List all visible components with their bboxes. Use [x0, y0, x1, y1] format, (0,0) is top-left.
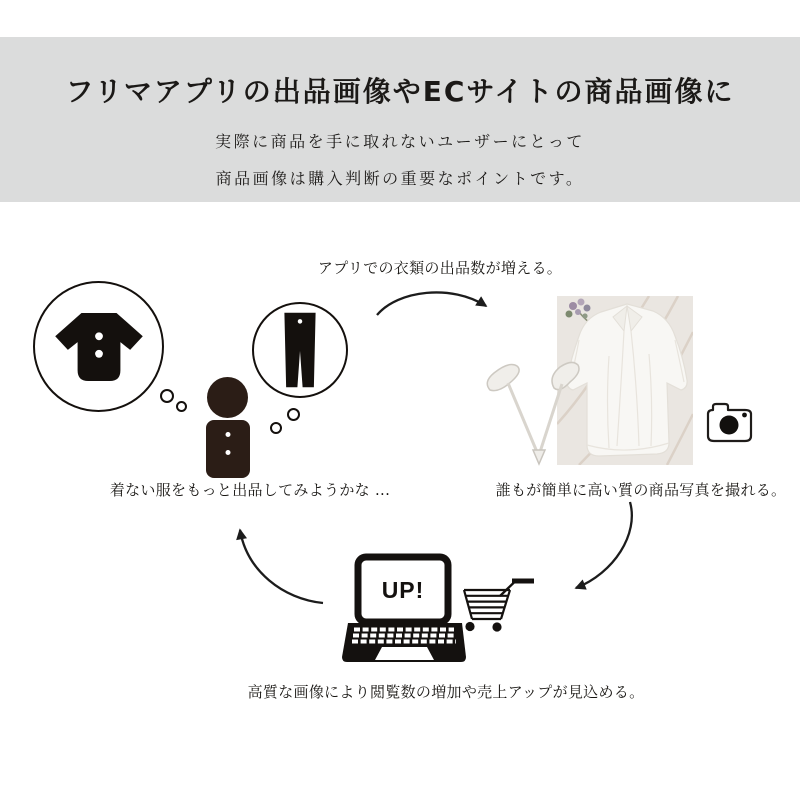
thought-bubble-pants	[252, 302, 348, 398]
caption-easy-photo: 誰もが簡単に高い質の商品写真を撮れる。	[495, 481, 787, 499]
hanger-icon	[482, 348, 582, 478]
arrow-think-to-photo	[377, 292, 486, 315]
white-shirt	[567, 304, 687, 456]
caption-thinking: 着ない服をもっと出品してみようかな ...	[109, 481, 391, 499]
subtitle-line-2: 商品画像は購入判断の重要なポイントです。	[215, 169, 585, 188]
caption-sales-up: 高質な画像により閲覧数の増加や売上アップが見込める。	[247, 683, 645, 701]
cart-icon	[458, 572, 538, 634]
person-icon	[207, 377, 248, 418]
tshirt-icon	[52, 311, 146, 383]
page-title: フリマアプリの出品画像やECサイトの商品画像に	[65, 75, 735, 108]
subtitle-line-1: 実際に商品を手に取れないユーザーにとって	[215, 132, 585, 151]
laptop-icon	[338, 552, 470, 666]
thought-dots-icon	[176, 401, 187, 412]
thought-bubble-shirt	[33, 281, 164, 412]
camera-icon	[705, 400, 755, 444]
laptop-screen-text: UP!	[381, 577, 425, 603]
arrow-photo-to-laptop	[576, 502, 632, 588]
thought-dots-icon	[270, 422, 282, 434]
arrow-laptop-to-think	[240, 530, 323, 603]
caption-listing-increase: アプリでの衣類の出品数が増える。	[317, 259, 563, 277]
thought-dots-icon	[160, 389, 174, 403]
thought-dots-icon	[287, 408, 300, 421]
person-icon	[206, 420, 250, 478]
pants-icon	[279, 311, 321, 389]
